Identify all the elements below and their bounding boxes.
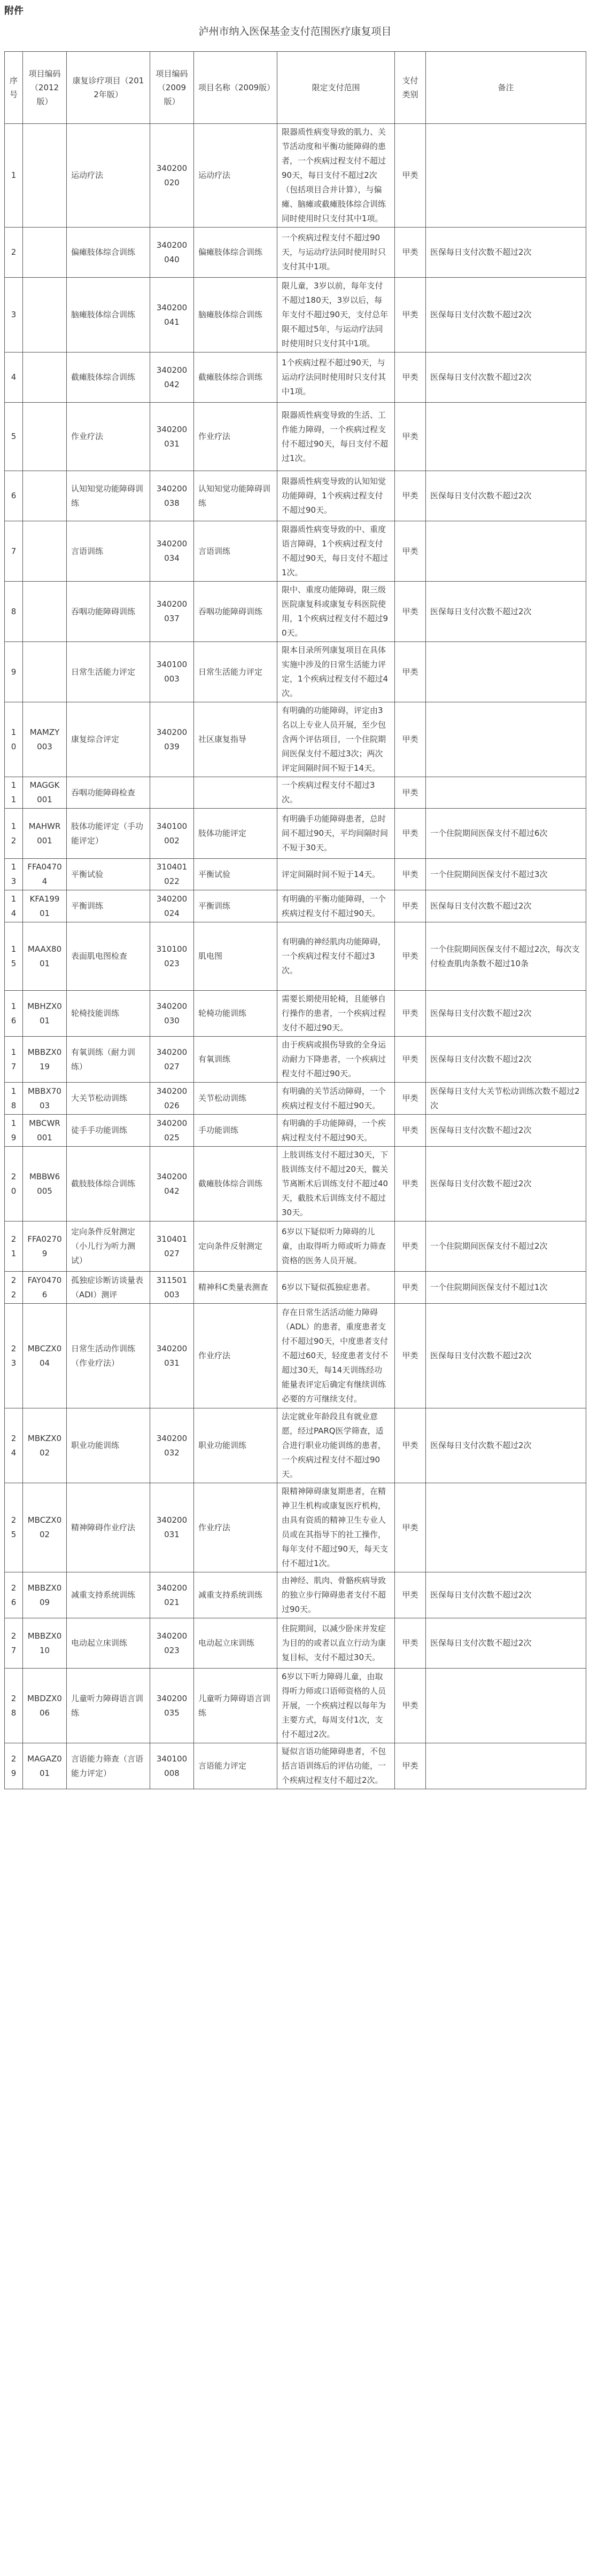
cell-code-2009: 340200041 xyxy=(150,278,194,353)
cell-scope: 需要长期使用轮椅，且能够自行操作的患者，一个疾病过程支付不超过90天。 xyxy=(277,991,395,1037)
cell-pay-category: 甲类 xyxy=(395,777,426,809)
cell-code-2009: 340200024 xyxy=(150,890,194,922)
cell-remark xyxy=(426,1669,586,1743)
cell-pay-category: 甲类 xyxy=(395,1304,426,1408)
cell-seq: 20 xyxy=(5,1147,23,1222)
cell-pay-category: 甲类 xyxy=(395,1222,426,1272)
cell-remark: 医保每日支付次数不超过2次 xyxy=(426,1572,586,1618)
cell-name-2009: 儿童听力障碍语言训练 xyxy=(194,1669,277,1743)
cell-code-2009: 340200042 xyxy=(150,1147,194,1222)
header-pay-category: 支付类别 xyxy=(395,52,426,124)
cell-name-2009: 轮椅功能训练 xyxy=(194,991,277,1037)
cell-pay-category: 甲类 xyxy=(395,471,426,521)
cell-name-2012: 脑瘫肢体综合训练 xyxy=(67,278,150,353)
cell-seq: 15 xyxy=(5,922,23,991)
cell-code-2009: 310401022 xyxy=(150,859,194,890)
cell-remark xyxy=(426,124,586,228)
cell-remark xyxy=(426,702,586,777)
cell-name-2012: 表面肌电图检查 xyxy=(67,922,150,991)
cell-name-2009: 截瘫肢体综合训练 xyxy=(194,1147,277,1222)
cell-scope: 限儿童，3岁以前，每年支付不超过180天，3岁以后，每年支付不超过90天，支付总年限不超过5年，与运动疗法同时使用时只支付其中1项。 xyxy=(277,278,395,353)
cell-scope: 有明确手功能障碍患者，总时间不超过90天，平均间隔时间不短于30天。 xyxy=(277,809,395,859)
cell-name-2009: 精神科C类量表测查 xyxy=(194,1272,277,1304)
cell-code-2012: MBBX7003 xyxy=(23,1083,67,1115)
table-row xyxy=(5,809,586,859)
table-row xyxy=(5,1572,586,1618)
cell-remark: 医保每日支付次数不超过2次 xyxy=(426,1408,586,1483)
cell-seq: 13 xyxy=(5,859,23,890)
cell-pay-category: 甲类 xyxy=(395,809,426,859)
cell-code-2012: MBBZX009 xyxy=(23,1572,67,1618)
cell-code-2012: MBCWR001 xyxy=(23,1115,67,1147)
cell-code-2009: 340200031 xyxy=(150,1304,194,1408)
cell-seq: 27 xyxy=(5,1618,23,1669)
cell-seq: 8 xyxy=(5,582,23,642)
cell-seq: 10 xyxy=(5,702,23,777)
cell-remark: 医保每日支付次数不超过2次 xyxy=(426,228,586,278)
cell-code-2009: 310100023 xyxy=(150,922,194,991)
table-row xyxy=(5,777,586,809)
cell-scope: 限器质性病变导致的生活、工作能力障碍，一个疾病过程支付不超过90天，每日支付不超过1次。 xyxy=(277,403,395,471)
cell-name-2012: 肢体功能评定（手功能评定） xyxy=(67,809,150,859)
cell-name-2009: 电动起立床训练 xyxy=(194,1618,277,1669)
attachment-label: 附件 xyxy=(4,5,24,17)
table-row xyxy=(5,991,586,1037)
cell-code-2009: 340200031 xyxy=(150,403,194,471)
rehab-items-table xyxy=(4,51,586,1789)
cell-name-2012: 日常生活动作训练（作业疗法） xyxy=(67,1304,150,1408)
cell-pay-category: 甲类 xyxy=(395,582,426,642)
table-row xyxy=(5,1743,586,1789)
cell-name-2012: 电动起立床训练 xyxy=(67,1618,150,1669)
cell-seq: 26 xyxy=(5,1572,23,1618)
cell-seq: 14 xyxy=(5,890,23,922)
cell-scope: 6岁以下听力障碍儿童，由取得听力师或口语师资格的人员开展，一个疾病过程以每年为主要方式，每周支付1次，支付不超过2次。 xyxy=(277,1669,395,1743)
cell-name-2009: 关节松动训练 xyxy=(194,1083,277,1115)
cell-remark: 医保每日支付次数不超过2次 xyxy=(426,582,586,642)
cell-scope: 评定间隔时间不短于14天。 xyxy=(277,859,395,890)
table-row xyxy=(5,403,586,471)
cell-pay-category: 甲类 xyxy=(395,1669,426,1743)
cell-code-2012 xyxy=(23,521,67,582)
cell-code-2012: MBBW6005 xyxy=(23,1147,67,1222)
cell-scope: 有明确的功能障碍，评定由3名以上专业人员开展，至少包含两个评估项目，一个住院期间医保支付不超过3次；两次评定间隔时间不短于14天。 xyxy=(277,702,395,777)
cell-remark: 医保每日支付次数不超过2次 xyxy=(426,991,586,1037)
cell-name-2012: 认知知觉功能障碍训练 xyxy=(67,471,150,521)
cell-name-2012: 定向条件反射测定（小儿行为听力测试） xyxy=(67,1222,150,1272)
cell-pay-category: 甲类 xyxy=(395,1572,426,1618)
cell-remark: 一个住院期间医保支付不超过1次 xyxy=(426,1272,586,1304)
cell-pay-category: 甲类 xyxy=(395,1618,426,1669)
header-name-2012: 康复诊疗项目（2012年版） xyxy=(67,52,150,124)
cell-code-2012: KFA19901 xyxy=(23,890,67,922)
cell-name-2012: 吞咽功能障碍训练 xyxy=(67,582,150,642)
cell-code-2009: 340200031 xyxy=(150,1483,194,1572)
cell-remark xyxy=(426,403,586,471)
cell-name-2012: 平衡试验 xyxy=(67,859,150,890)
cell-pay-category: 甲类 xyxy=(395,1483,426,1572)
cell-code-2009: 340200039 xyxy=(150,702,194,777)
cell-name-2009: 社区康复指导 xyxy=(194,702,277,777)
cell-name-2009: 定向条件反射测定 xyxy=(194,1222,277,1272)
cell-seq: 16 xyxy=(5,991,23,1037)
cell-code-2009: 340200042 xyxy=(150,353,194,403)
cell-seq: 3 xyxy=(5,278,23,353)
cell-scope: 由神经、肌肉、骨骼疾病导致的独立步行障碍患者支付不超过90天。 xyxy=(277,1572,395,1618)
cell-name-2012: 减重支持系统训练 xyxy=(67,1572,150,1618)
cell-code-2009: 340200040 xyxy=(150,228,194,278)
cell-pay-category: 甲类 xyxy=(395,1115,426,1147)
cell-seq: 12 xyxy=(5,809,23,859)
table-row xyxy=(5,1669,586,1743)
cell-name-2009 xyxy=(194,777,277,809)
cell-name-2009: 言语能力评定 xyxy=(194,1743,277,1789)
cell-code-2012: MAGAZ001 xyxy=(23,1743,67,1789)
cell-code-2009: 340200034 xyxy=(150,521,194,582)
cell-name-2012: 精神障碍作业疗法 xyxy=(67,1483,150,1572)
cell-seq: 5 xyxy=(5,403,23,471)
table-row xyxy=(5,1037,586,1083)
cell-seq: 23 xyxy=(5,1304,23,1408)
cell-name-2012: 日常生活能力评定 xyxy=(67,642,150,702)
cell-seq: 25 xyxy=(5,1483,23,1572)
cell-pay-category: 甲类 xyxy=(395,228,426,278)
header-seq: 序号 xyxy=(5,52,23,124)
cell-seq: 9 xyxy=(5,642,23,702)
cell-pay-category: 甲类 xyxy=(395,1743,426,1789)
table-row xyxy=(5,1408,586,1483)
table-row xyxy=(5,1222,586,1272)
cell-scope: 存在日常生活活动能力障碍（ADL）的患者，重度患者支付不超过90天，中度患者支付不超过60天，轻度患者支付不超过30天，每14天训练经功能量表评定后确定有继续训练必要的方可继续支付。 xyxy=(277,1304,395,1408)
cell-scope: 有明确的手功能障碍，一个疾病过程支付不超过90天。 xyxy=(277,1115,395,1147)
cell-code-2009: 310401027 xyxy=(150,1222,194,1272)
table-row xyxy=(5,1618,586,1669)
cell-name-2009: 截瘫肢体综合训练 xyxy=(194,353,277,403)
cell-name-2009: 手功能训练 xyxy=(194,1115,277,1147)
table-row xyxy=(5,642,586,702)
cell-pay-category: 甲类 xyxy=(395,278,426,353)
table-row xyxy=(5,1272,586,1304)
cell-scope: 限精神障碍康复期患者，在精神卫生机构或康复医疗机构，由具有资质的精神卫生专业人员或在其指导下的社工操作，每年支付不超过90天，每天支付不超过1次。 xyxy=(277,1483,395,1572)
cell-seq: 7 xyxy=(5,521,23,582)
cell-pay-category: 甲类 xyxy=(395,521,426,582)
cell-name-2012: 平衡训练 xyxy=(67,890,150,922)
cell-remark: 一个住院期间医保支付不超过2次 xyxy=(426,1222,586,1272)
cell-name-2012: 大关节松动训练 xyxy=(67,1083,150,1115)
cell-name-2012: 言语训练 xyxy=(67,521,150,582)
cell-name-2012: 吞咽功能障碍检查 xyxy=(67,777,150,809)
cell-scope: 一个疾病过程支付不超过90天，与运动疗法同时使用时只支付其中1项。 xyxy=(277,228,395,278)
table-row xyxy=(5,471,586,521)
cell-scope: 限器质性病变导致的肌力、关节活动度和平衡功能障碍的患者，一个疾病过程支付不超过90天，每日支付不超过2次（包括项目合并计算），与偏瘫、脑瘫或截瘫肢体综合训练同时使用时只支付其中1项。 xyxy=(277,124,395,228)
cell-seq: 17 xyxy=(5,1037,23,1083)
table-row xyxy=(5,353,586,403)
cell-remark: 医保每日支付大关节松动训练次数不超过2次 xyxy=(426,1083,586,1115)
cell-pay-category: 甲类 xyxy=(395,1037,426,1083)
cell-name-2012: 偏瘫肢体综合训练 xyxy=(67,228,150,278)
cell-remark: 一个住院期间医保支付不超过6次 xyxy=(426,809,586,859)
cell-seq: 22 xyxy=(5,1272,23,1304)
cell-remark: 医保每日支付次数不超过2次 xyxy=(426,1115,586,1147)
cell-scope: 限本目录所列康复项目在具体实施中涉及的日常生活能力评定，1个疾病过程支付不超过4次。 xyxy=(277,642,395,702)
cell-pay-category: 甲类 xyxy=(395,124,426,228)
cell-pay-category: 甲类 xyxy=(395,890,426,922)
cell-name-2009: 运动疗法 xyxy=(194,124,277,228)
cell-scope: 有明确的关节活动障碍，一个疾病过程支付不超过90天。 xyxy=(277,1083,395,1115)
cell-code-2009: 340200020 xyxy=(150,124,194,228)
cell-pay-category: 甲类 xyxy=(395,353,426,403)
cell-remark: 一个住院期间医保支付不超过2次，每次支付检查肌肉条数不超过10条 xyxy=(426,922,586,991)
page-title: 泸州市纳入医保基金支付范围医疗康复项目 xyxy=(198,26,392,37)
header-code-2012: 项目编码（2012版） xyxy=(23,52,67,124)
table-row xyxy=(5,1483,586,1572)
cell-name-2012: 言语能力筛查（言语能力评定） xyxy=(67,1743,150,1789)
cell-code-2009: 340200038 xyxy=(150,471,194,521)
cell-code-2009: 340200026 xyxy=(150,1083,194,1115)
table-row xyxy=(5,1083,586,1115)
table-body xyxy=(5,124,586,1789)
cell-code-2009: 340100003 xyxy=(150,642,194,702)
cell-code-2012: FAY04706 xyxy=(23,1272,67,1304)
cell-code-2012 xyxy=(23,278,67,353)
cell-code-2012 xyxy=(23,228,67,278)
cell-code-2012: MAAX8001 xyxy=(23,922,67,991)
cell-pay-category: 甲类 xyxy=(395,922,426,991)
cell-scope: 法定就业年龄段且有就业意愿，经过PARQ医学筛查，适合进行职业功能训练的患者，一个疾病过程支付不超过90天。 xyxy=(277,1408,395,1483)
cell-code-2009: 340200027 xyxy=(150,1037,194,1083)
cell-scope: 有明确的平衡功能障碍，一个疾病过程支付不超过90天。 xyxy=(277,890,395,922)
cell-pay-category: 甲类 xyxy=(395,642,426,702)
cell-name-2012: 康复综合评定 xyxy=(67,702,150,777)
table-row xyxy=(5,890,586,922)
cell-code-2009 xyxy=(150,777,194,809)
cell-name-2009: 脑瘫肢体综合训练 xyxy=(194,278,277,353)
table-row xyxy=(5,702,586,777)
cell-code-2012: MAMZY003 xyxy=(23,702,67,777)
cell-seq: 18 xyxy=(5,1083,23,1115)
header-remark: 备注 xyxy=(426,52,586,124)
cell-name-2012: 运动疗法 xyxy=(67,124,150,228)
cell-code-2012 xyxy=(23,642,67,702)
cell-pay-category: 甲类 xyxy=(395,1147,426,1222)
cell-code-2009: 340200023 xyxy=(150,1618,194,1669)
cell-code-2009: 340200037 xyxy=(150,582,194,642)
table-row xyxy=(5,124,586,228)
cell-scope: 一个疾病过程支付不超过3次。 xyxy=(277,777,395,809)
cell-seq: 29 xyxy=(5,1743,23,1789)
cell-code-2012: MAGGK001 xyxy=(23,777,67,809)
cell-scope: 住院期间，以减少卧床并发症为目的的或者以直立行动为康复目标，支付不超过30天。 xyxy=(277,1618,395,1669)
cell-seq: 1 xyxy=(5,124,23,228)
cell-name-2009: 认知知觉功能障碍训练 xyxy=(194,471,277,521)
cell-scope: 由于疾病或损伤导致的全身运动耐力下降患者，一个疾病过程支付不超过90天。 xyxy=(277,1037,395,1083)
cell-name-2012: 有氧训练（耐力训练） xyxy=(67,1037,150,1083)
cell-pay-category: 甲类 xyxy=(395,1272,426,1304)
cell-code-2012 xyxy=(23,124,67,228)
cell-name-2009: 日常生活能力评定 xyxy=(194,642,277,702)
cell-remark: 医保每日支付次数不超过2次 xyxy=(426,1037,586,1083)
cell-code-2012: FFA02709 xyxy=(23,1222,67,1272)
cell-remark xyxy=(426,777,586,809)
cell-name-2009: 言语训练 xyxy=(194,521,277,582)
cell-pay-category: 甲类 xyxy=(395,1083,426,1115)
cell-scope: 限器质性病变导致的中、重度语言障碍，1个疾病过程支付不超过90天，每日支付不超过1次。 xyxy=(277,521,395,582)
cell-name-2009: 肌电图 xyxy=(194,922,277,991)
cell-scope: 限中、重度功能障碍，限三级医院康复科或康复专科医院使用，1个疾病过程支付不超过90天。 xyxy=(277,582,395,642)
table-row xyxy=(5,1304,586,1408)
cell-code-2012: MBCZX004 xyxy=(23,1304,67,1408)
cell-seq: 28 xyxy=(5,1669,23,1743)
cell-remark: 医保每日支付次数不超过2次 xyxy=(426,1147,586,1222)
cell-code-2009: 340200030 xyxy=(150,991,194,1037)
cell-name-2012: 儿童听力障碍语言训练 xyxy=(67,1669,150,1743)
cell-remark xyxy=(426,521,586,582)
cell-remark: 医保每日支付次数不超过2次 xyxy=(426,890,586,922)
cell-scope: 限器质性病变导致的认知知觉功能障碍，1个疾病过程支付不超过90天。 xyxy=(277,471,395,521)
cell-scope: 6岁以下疑似孤独症患者。 xyxy=(277,1272,395,1304)
cell-name-2009: 职业功能训练 xyxy=(194,1408,277,1483)
cell-name-2012: 截肢肢体综合训练 xyxy=(67,1147,150,1222)
cell-name-2009: 平衡试验 xyxy=(194,859,277,890)
table-row xyxy=(5,582,586,642)
header-code-2009: 项目编码（2009版） xyxy=(150,52,194,124)
cell-code-2009: 340200032 xyxy=(150,1408,194,1483)
cell-name-2009: 平衡训练 xyxy=(194,890,277,922)
table-row xyxy=(5,922,586,991)
cell-name-2012: 徒手手功能训练 xyxy=(67,1115,150,1147)
cell-remark xyxy=(426,1483,586,1572)
cell-seq: 11 xyxy=(5,777,23,809)
cell-name-2012: 轮椅技能训练 xyxy=(67,991,150,1037)
cell-code-2009: 340100008 xyxy=(150,1743,194,1789)
cell-seq: 24 xyxy=(5,1408,23,1483)
cell-pay-category: 甲类 xyxy=(395,403,426,471)
cell-code-2012: MBHZX001 xyxy=(23,991,67,1037)
cell-code-2009: 311501003 xyxy=(150,1272,194,1304)
table-row xyxy=(5,859,586,890)
cell-seq: 4 xyxy=(5,353,23,403)
cell-seq: 6 xyxy=(5,471,23,521)
cell-code-2012: MBDZX006 xyxy=(23,1669,67,1743)
cell-code-2009: 340100002 xyxy=(150,809,194,859)
table-row xyxy=(5,1115,586,1147)
cell-name-2012: 孤独症诊断访谈量表（ADI）测评 xyxy=(67,1272,150,1304)
table-row xyxy=(5,228,586,278)
cell-pay-category: 甲类 xyxy=(395,1408,426,1483)
cell-name-2009: 作业疗法 xyxy=(194,403,277,471)
cell-remark: 医保每日支付次数不超过2次 xyxy=(426,1304,586,1408)
cell-remark: 一个住院期间医保支付不超过3次 xyxy=(426,859,586,890)
cell-name-2012: 截瘫肢体综合训练 xyxy=(67,353,150,403)
cell-name-2009: 肢体功能评定 xyxy=(194,809,277,859)
cell-name-2009: 有氧训练 xyxy=(194,1037,277,1083)
table-row xyxy=(5,1147,586,1222)
cell-code-2009: 340200025 xyxy=(150,1115,194,1147)
cell-remark: 医保每日支付次数不超过2次 xyxy=(426,353,586,403)
cell-code-2012: MBBZX010 xyxy=(23,1618,67,1669)
table-row xyxy=(5,521,586,582)
cell-name-2009: 作业疗法 xyxy=(194,1483,277,1572)
cell-pay-category: 甲类 xyxy=(395,702,426,777)
cell-code-2012: MBBZX019 xyxy=(23,1037,67,1083)
cell-name-2009: 减重支持系统训练 xyxy=(194,1572,277,1618)
cell-code-2009: 340200035 xyxy=(150,1669,194,1743)
cell-scope: 上肢训练支付不超过30天，下肢训练支付不超过20天，髋关节离断术后训练支付不超过40天，截肢术后训练支付不超过30天。 xyxy=(277,1147,395,1222)
cell-scope: 6岁以下疑似听力障碍的儿童，由取得听力师或听力筛查资格的医务人员开展。 xyxy=(277,1222,395,1272)
cell-name-2009: 偏瘫肢体综合训练 xyxy=(194,228,277,278)
cell-seq: 2 xyxy=(5,228,23,278)
cell-remark: 医保每日支付次数不超过2次 xyxy=(426,1618,586,1669)
cell-code-2012: FFA04704 xyxy=(23,859,67,890)
cell-code-2012: MBCZX002 xyxy=(23,1483,67,1572)
cell-code-2012 xyxy=(23,471,67,521)
cell-remark xyxy=(426,642,586,702)
cell-code-2012 xyxy=(23,582,67,642)
cell-seq: 19 xyxy=(5,1115,23,1147)
cell-code-2012: MBKZX002 xyxy=(23,1408,67,1483)
cell-scope: 疑似言语功能障碍患者，不包括言语训练后的评估功能，一个疾病过程支付不超过2次。 xyxy=(277,1743,395,1789)
cell-remark: 医保每日支付次数不超过2次 xyxy=(426,471,586,521)
cell-name-2012: 职业功能训练 xyxy=(67,1408,150,1483)
cell-pay-category: 甲类 xyxy=(395,991,426,1037)
cell-code-2012 xyxy=(23,353,67,403)
cell-scope: 有明确的神经肌肉功能障碍，一个疾病过程支付不超过3次。 xyxy=(277,922,395,991)
cell-name-2009: 作业疗法 xyxy=(194,1304,277,1408)
cell-remark xyxy=(426,1743,586,1789)
header-scope: 限定支付范围 xyxy=(277,52,395,124)
cell-scope: 1个疾病过程不超过90天，与运动疗法同时使用时只支付其中1项。 xyxy=(277,353,395,403)
cell-pay-category: 甲类 xyxy=(395,859,426,890)
cell-seq: 21 xyxy=(5,1222,23,1272)
cell-code-2012: MAHWR001 xyxy=(23,809,67,859)
cell-name-2009: 吞咽功能障碍训练 xyxy=(194,582,277,642)
table-header-row xyxy=(5,52,586,124)
cell-remark: 医保每日支付次数不超过2次 xyxy=(426,278,586,353)
cell-code-2009: 340200021 xyxy=(150,1572,194,1618)
header-name-2009: 项目名称（2009版） xyxy=(194,52,277,124)
cell-name-2012: 作业疗法 xyxy=(67,403,150,471)
table-row xyxy=(5,278,586,353)
cell-code-2012 xyxy=(23,403,67,471)
